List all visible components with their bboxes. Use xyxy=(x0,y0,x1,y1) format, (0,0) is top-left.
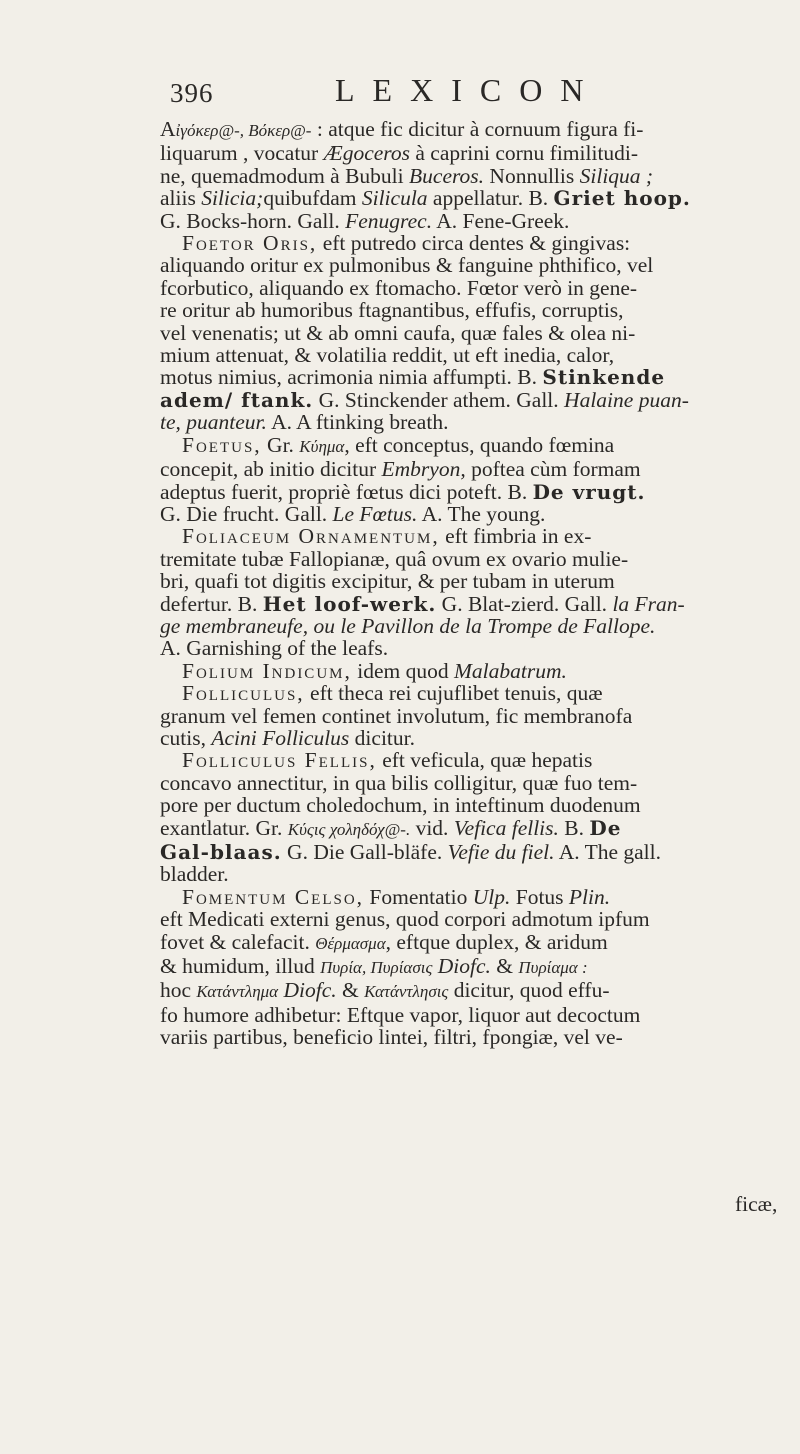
text-line xyxy=(160,772,800,794)
text-segment: , eft conceptus, quando fœmina xyxy=(344,432,615,457)
entry-first-line xyxy=(160,886,800,908)
text-segment: , eftque duplex, & aridum xyxy=(385,929,608,954)
text-segment: Gal-blaas. xyxy=(160,840,282,864)
entry-first-line xyxy=(160,525,800,547)
text-segment: ne, quemadmodum à Bubuli xyxy=(160,163,410,188)
text-segment: Het loof-werk. xyxy=(262,591,437,616)
text-line xyxy=(160,142,800,164)
text-segment: Buceros. xyxy=(409,163,485,188)
text-segment: eft Medicati externi genus, quod corpori admotum ipfum xyxy=(160,907,650,932)
text-segment: Κύημα xyxy=(299,436,345,456)
text-line xyxy=(160,593,800,615)
text-segment: ἰγόκερ@-, Βόκερ@- xyxy=(175,121,312,140)
text-line xyxy=(160,458,800,480)
text-segment: dicitur, quod effu- xyxy=(448,978,610,1003)
text-segment: G. Stinckender athem. Gall. xyxy=(313,387,565,412)
running-title: LEXICON xyxy=(335,72,602,108)
text-segment: Stinkende xyxy=(542,365,666,390)
text-line xyxy=(160,637,800,659)
text-segment: fcorbutico, aliquando ex ftomacho. Fœtor verò in gene- xyxy=(160,275,638,300)
entry-first-line xyxy=(160,749,800,771)
text-segment: poftea cùm formam xyxy=(465,457,641,482)
text-line xyxy=(160,863,800,885)
text-segment: appellatur. B. xyxy=(427,186,554,211)
text-segment: De vrugt. xyxy=(532,479,646,504)
text-line xyxy=(160,165,800,187)
text-segment: Griet hoop. xyxy=(553,186,691,211)
text-line xyxy=(160,366,800,388)
text-segment: G. Bocks-horn. Gall. xyxy=(160,208,346,233)
text-segment: fovet & calefacit. xyxy=(160,929,316,954)
text-segment: A. Fene-Greek. xyxy=(432,208,570,233)
text-segment: cutis, xyxy=(160,725,212,750)
text-segment: eft fimbria in ex- xyxy=(439,524,592,549)
headword: Foetus, xyxy=(182,432,262,457)
text-segment: variis partibus, beneficio lintei, filtri, fpongiæ, vel ve- xyxy=(160,1025,623,1050)
text-line xyxy=(160,210,800,232)
text-segment: vel venenatis; ut & ab omni caufa, quæ fales & olea ni- xyxy=(160,320,636,345)
text-segment: G. Blat-zierd. Gall. xyxy=(436,591,613,616)
text-segment: tremitate tubæ Fallopianæ, quâ ovum ex ovario mulie- xyxy=(160,546,629,571)
text-line xyxy=(160,503,800,525)
text-segment: motus nimius, acrimonia nimia affumpti. B. xyxy=(160,365,543,390)
text-segment: Diofc. xyxy=(437,954,491,979)
text-segment: & xyxy=(490,954,519,979)
text-line xyxy=(160,344,800,366)
text-segment: bladder. xyxy=(160,862,229,887)
text-segment: eft putredo circa dentes & gingivas: xyxy=(317,231,631,256)
text-line xyxy=(160,794,800,816)
page-number: 396 xyxy=(170,78,214,108)
text-segment: Vefica fellis. xyxy=(453,815,559,840)
text-line xyxy=(160,1004,800,1026)
dictionary-text xyxy=(160,118,800,1049)
text-segment: aliquando oritur ex pulmonibus & fanguine phthifico, vel xyxy=(160,253,654,278)
text-line xyxy=(160,570,800,592)
text-line xyxy=(160,841,800,863)
text-line xyxy=(160,817,800,841)
text-segment: Fomentatio xyxy=(364,884,473,909)
text-segment: à caprini cornu fimilitudi- xyxy=(409,141,639,166)
text-line xyxy=(160,277,800,299)
text-segment: ge membraneufe, ou le Pavillon de la Trompe de Fallope. xyxy=(160,613,656,638)
entry-first-line xyxy=(160,232,800,254)
text-line xyxy=(160,727,800,749)
text-segment: A xyxy=(160,117,176,141)
text-line xyxy=(160,979,800,1003)
text-segment: Silicia; xyxy=(201,186,264,211)
text-line xyxy=(160,411,800,433)
text-segment: Plin. xyxy=(568,884,611,909)
text-segment: quibufdam xyxy=(263,186,362,211)
text-segment: Diofc. xyxy=(283,978,337,1003)
text-segment: adem/ ftank. xyxy=(160,387,314,412)
text-segment: Acini Folliculus xyxy=(211,725,350,750)
text-segment: A. Garnishing of the leafs. xyxy=(160,636,389,661)
text-segment: Vefie du fiel. xyxy=(447,840,555,864)
text-segment: & humidum, illud xyxy=(160,954,321,979)
text-segment: Le Fœtus. xyxy=(332,501,418,526)
headword: Folliculus, xyxy=(182,681,305,706)
text-segment: re oritur ab humoribus ftagnantibus, effufis, corruptis, xyxy=(160,298,624,323)
headword: Folium Indicum, xyxy=(182,658,352,683)
headword: Fomentum Celso, xyxy=(182,884,365,909)
text-segment: liquarum , vocatur xyxy=(160,141,324,166)
text-line xyxy=(160,481,800,503)
text-segment: Πυρίαμα : xyxy=(518,958,588,978)
text-segment: granum vel femen continet involutum, fic membranofa xyxy=(160,703,633,728)
text-segment: A. The young. xyxy=(417,501,546,526)
text-segment: exantlatur. Gr. xyxy=(160,815,288,840)
text-line xyxy=(160,908,800,930)
text-segment: la Fran- xyxy=(612,591,685,616)
text-segment: Halaine puan- xyxy=(564,387,689,412)
entry-first-line xyxy=(160,660,800,682)
text-segment: Ulp. xyxy=(472,884,511,909)
text-line xyxy=(160,389,800,411)
text-segment: Silicula xyxy=(361,186,428,211)
text-line xyxy=(160,955,800,979)
text-segment: Fenugrec. xyxy=(345,208,433,233)
text-segment: eft theca rei cujuflibet tenuis, quæ xyxy=(304,681,603,706)
page-header xyxy=(160,72,720,112)
text-segment: Κατάντλημα xyxy=(196,982,279,1002)
text-segment: mium attenuat, & volatilia reddit, ut eft inedia, calor, xyxy=(160,343,615,368)
text-segment: vid. xyxy=(410,815,454,840)
catchword: ficæ, xyxy=(735,1192,778,1216)
text-segment: hoc xyxy=(160,978,197,1003)
text-line xyxy=(160,931,800,955)
text-line xyxy=(160,118,800,142)
text-line xyxy=(160,615,800,637)
headword: Foetor Oris, xyxy=(182,231,318,256)
text-segment: concavo annectitur, in qua bilis colligitur, quæ fuo tem- xyxy=(160,770,638,795)
text-segment: G. Die Gall-bläfe. xyxy=(281,840,448,864)
text-segment: defertur. B. xyxy=(160,591,263,616)
text-segment: Nonnullis xyxy=(484,163,580,188)
text-segment: Fotus xyxy=(510,884,569,909)
text-segment: B. xyxy=(558,815,590,840)
text-line xyxy=(160,254,800,276)
text-segment: G. Die frucht. Gall. xyxy=(160,501,333,526)
text-segment: pore per ductum choledochum, in inteftinum duodenum xyxy=(160,793,641,818)
text-line xyxy=(160,187,800,209)
entry-first-line xyxy=(160,682,800,704)
text-segment: Κατάντλησις xyxy=(364,982,449,1002)
text-segment: Θέρμασμα xyxy=(315,933,386,953)
text-segment: fo humore adhibetur: Eftque vapor, liquor aut decoctum xyxy=(160,1002,641,1027)
text-line xyxy=(160,299,800,321)
text-segment: & xyxy=(336,978,365,1003)
text-segment: dicitur. xyxy=(349,725,415,750)
text-segment: te, puanteur. xyxy=(160,410,267,435)
text-segment: A. The gall. xyxy=(554,840,662,864)
text-line xyxy=(160,1026,800,1048)
text-segment: Κύςις χοληδόχ@-. xyxy=(287,819,411,839)
text-segment: eft veficula, quæ hepatis xyxy=(376,748,593,773)
text-line xyxy=(160,705,800,727)
text-segment: bri, quafi tot digitis excipitur, & per tubam in uterum xyxy=(160,569,615,594)
text-segment: concepit, ab initio dicitur xyxy=(160,457,382,482)
text-segment: Siliqua ; xyxy=(579,163,654,188)
text-segment: Πυρία, Πυρίασις xyxy=(320,958,433,978)
text-segment: A. A ftinking breath. xyxy=(266,410,449,435)
text-segment: Malabatrum. xyxy=(454,658,567,683)
text-line xyxy=(160,548,800,570)
text-segment: Ægoceros xyxy=(323,141,410,166)
text-segment: De xyxy=(589,815,622,840)
headword: Foliaceum Ornamentum, xyxy=(182,524,440,549)
text-segment: Gr. xyxy=(261,432,300,457)
text-segment: : atque fic dicitur à cornuum figura fi- xyxy=(311,117,644,141)
text-segment: aliis xyxy=(160,186,202,211)
text-segment: adeptus fuerit, propriè fœtus dici poteft. B. xyxy=(160,479,533,504)
entry-first-line xyxy=(160,434,800,458)
text-segment: idem quod xyxy=(351,658,454,683)
headword: Folliculus Fellis, xyxy=(182,748,377,773)
text-line xyxy=(160,322,800,344)
text-segment: Embryon, xyxy=(381,457,466,482)
